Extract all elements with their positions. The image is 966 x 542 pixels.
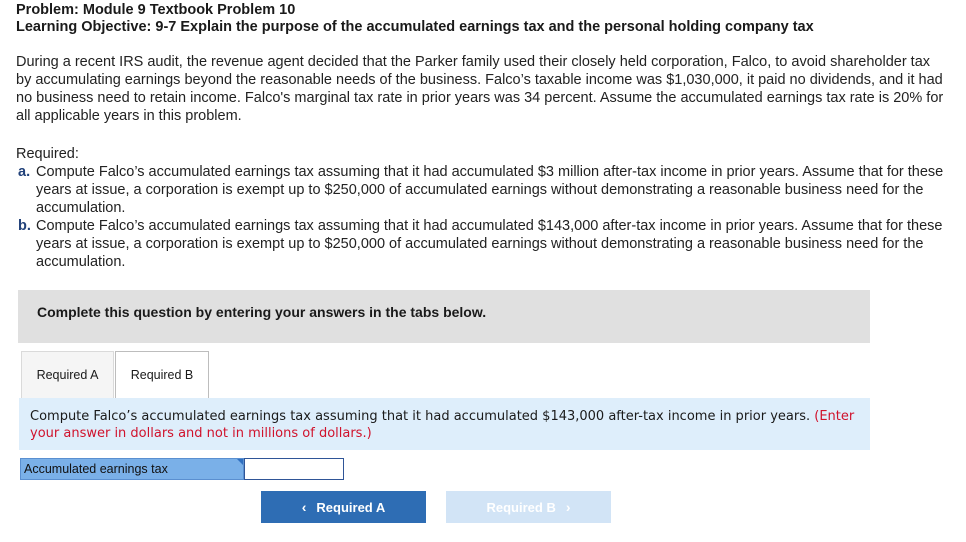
required-label: Required: (16, 146, 79, 162)
problem-intro: During a recent IRS audit, the revenue agent decided that the Parker family used their closely held corporation, Falco, to avoid shareholder tax by accumulating earnings beyond the reasonable needs of the business. Falco’s taxable income was $1,030,000, it paid no dividends, and it had no business need to retain income. Falco's marginal tax rate in prior years was 34 percent. Assume the accumulated earnings tax rate is 20% for all applicable years in this problem. (16, 54, 944, 124)
question-panel (19, 398, 870, 450)
problem-title: Problem: Module 9 Textbook Problem 10 (16, 2, 296, 18)
tab-required-b[interactable]: Required B (115, 351, 209, 398)
answer-row-label (20, 458, 244, 480)
requirement-b (18, 217, 958, 271)
corner-marker-icon (237, 459, 243, 465)
instructions-text: Complete this question by entering your answers in the tabs below. (37, 304, 487, 320)
previous-tab-label: Required A (316, 499, 386, 515)
requirement-a-text: Compute Falco’s accumulated earnings tax assuming that it had accumulated $3 million after-tax income in prior years. Assume that for these years at issue, a corporation is exempt up to $250,000 of accumulated earnings without demonstrating a reasonable business need for the accumulation. (36, 164, 944, 216)
instructions-banner (18, 290, 870, 343)
answer-label-text: Accumulated earnings tax (24, 462, 168, 476)
tab-required-a[interactable]: Required A (21, 351, 114, 398)
requirement-a-letter: a. (18, 164, 31, 180)
previous-tab-button[interactable] (261, 491, 426, 523)
question-text: Compute Falco’s accumulated earnings tax assuming that it had accumulated $143,000 after-tax income in prior years. (30, 409, 811, 424)
learning-objective: Learning Objective: 9-7 Explain the purpose of the accumulated earnings tax and the personal holding company tax (16, 19, 814, 35)
requirement-a (18, 163, 958, 217)
requirement-b-text: Compute Falco’s accumulated earnings tax assuming that it had accumulated $143,000 after-tax income in prior years. Assume that for these years at issue, a corporation is exempt up to $250,000 of accumulated earnings without demonstrating a reasonable business need for the accumulation. (36, 218, 943, 270)
requirement-b-letter: b. (18, 218, 31, 234)
chevron-left-icon: ‹ (301, 499, 307, 515)
next-tab-label: Required B (486, 499, 556, 515)
accumulated-earnings-tax-input[interactable] (244, 458, 344, 480)
chevron-right-icon: › (565, 499, 571, 515)
question-hint: (Enter your answer in dollars and not in millions of dollars.) (30, 409, 855, 441)
next-tab-button[interactable] (446, 491, 611, 523)
